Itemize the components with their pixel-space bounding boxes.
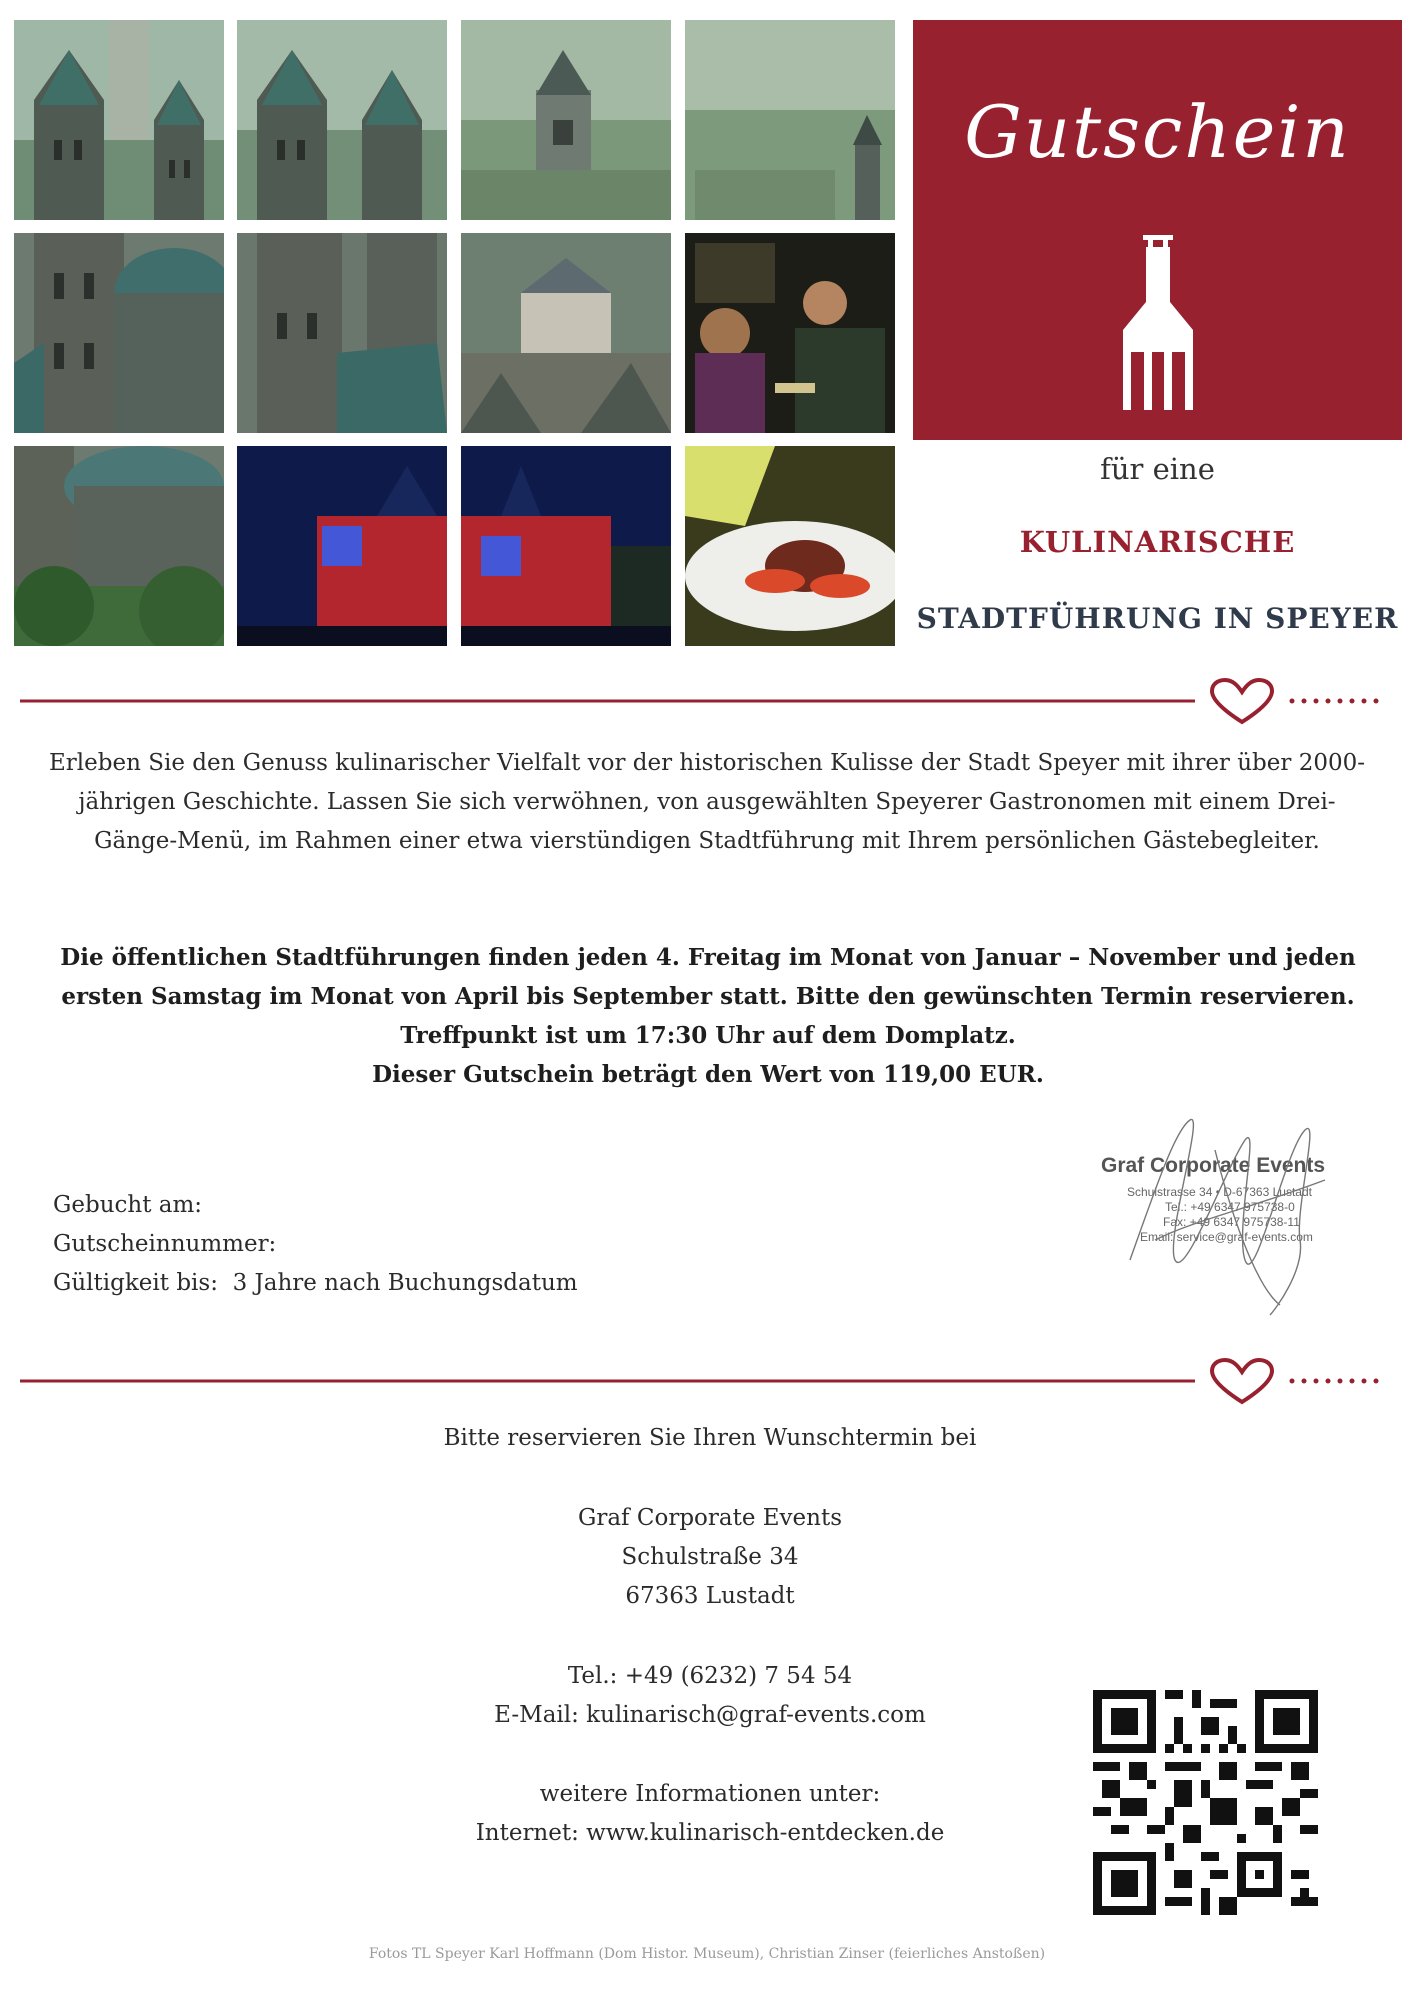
stamp-company: Graf Corporate Events	[1101, 1154, 1326, 1177]
tour-info	[16, 938, 1400, 1094]
photo-credits: Fotos TL Speyer Karl Hoffmann (Dom Histor. Museum), Christian Zinser (feierliches Anstoßen)	[368, 1946, 1046, 1962]
voucher-title: Gutschein	[964, 90, 1351, 174]
for-a-label: für eine	[1100, 452, 1215, 486]
museum-night-photo-1	[237, 446, 447, 646]
fork-tower-icon	[1118, 235, 1198, 410]
heart-divider	[20, 1356, 1400, 1406]
dom-towers-photo-2	[237, 20, 447, 220]
dom-dome-photo	[14, 446, 224, 646]
company-stamp	[1095, 1110, 1395, 1330]
contact-company: Graf Corporate Events	[577, 1505, 843, 1531]
voucher-number-field: Gutscheinnummer:	[53, 1231, 277, 1257]
voucher-header	[913, 20, 1402, 440]
schedule-text: Die öffentlichen Stadtführungen finden jeden 4. Freitag im Monat von Januar – November und jeden ersten Samstag im Monat von April bis September statt. Bitte den gewünschten Termin reservieren. Treffpunkt ist um 17:30 Uhr auf dem Domplatz.	[60, 944, 1356, 1049]
altpoertel-photo	[461, 20, 671, 220]
voucher-value: Dieser Gutschein beträgt den Wert von 119,00 EUR.	[372, 1061, 1044, 1088]
dom-east-photo-2	[237, 233, 447, 433]
contact-email[interactable]: E-Mail: kulinarisch@graf-events.com	[494, 1702, 926, 1728]
stamp-email: Email: service@graf-events.com	[1140, 1230, 1313, 1244]
city-skyline-photo	[685, 20, 895, 220]
toasting-guests-photo	[685, 233, 895, 433]
more-info-label: weitere Informationen unter:	[539, 1781, 881, 1807]
museum-night-photo-2	[461, 446, 671, 646]
voucher-fields	[53, 1186, 578, 1303]
validity-field: Gültigkeit bis: 3 Jahre nach Buchungsdatum	[53, 1270, 578, 1296]
old-town-photo	[461, 233, 671, 433]
contact-city: 67363 Lustadt	[625, 1583, 795, 1609]
headline-culinary: KULINARISCHE	[1019, 525, 1296, 559]
stamp-fax: Fax: +49 6347 975738-11	[1163, 1215, 1300, 1229]
headline-city-tour: STADTFÜHRUNG IN SPEYER	[916, 602, 1399, 635]
website-link[interactable]: Internet: www.kulinarisch-entdecken.de	[475, 1820, 945, 1846]
contact-phone: Tel.: +49 (6232) 7 54 54	[567, 1663, 853, 1689]
stamp-address: Schulstrasse 34 • D-67363 Lustadt	[1127, 1185, 1312, 1199]
dom-east-photo-1	[14, 233, 224, 433]
intro-text: Erleben Sie den Genuss kulinarischer Vielfalt vor der historischen Kulisse der Stadt Speyer mit ihrer über 2000-jährigen Geschichte. Lassen Sie sich verwöhnen, von ausgewählten Speyerer Gastronomen mit einem Drei-Gänge-Menü, im Rahmen einer etwa vierstündigen Stadtführung mit Ihrem persönlichen Gästebegleiter.	[49, 750, 1365, 854]
steak-dish-photo	[685, 446, 895, 646]
contact-street: Schulstraße 34	[621, 1544, 799, 1570]
reserve-intro: Bitte reservieren Sie Ihren Wunschtermin bei	[443, 1425, 977, 1451]
stamp-tel: Tel.: +49 6347 975738-0	[1165, 1200, 1295, 1214]
dom-towers-photo-1	[14, 20, 224, 220]
qr-code[interactable]	[1093, 1690, 1318, 1915]
heart-divider	[20, 676, 1400, 726]
booked-date-field: Gebucht am:	[53, 1192, 203, 1218]
